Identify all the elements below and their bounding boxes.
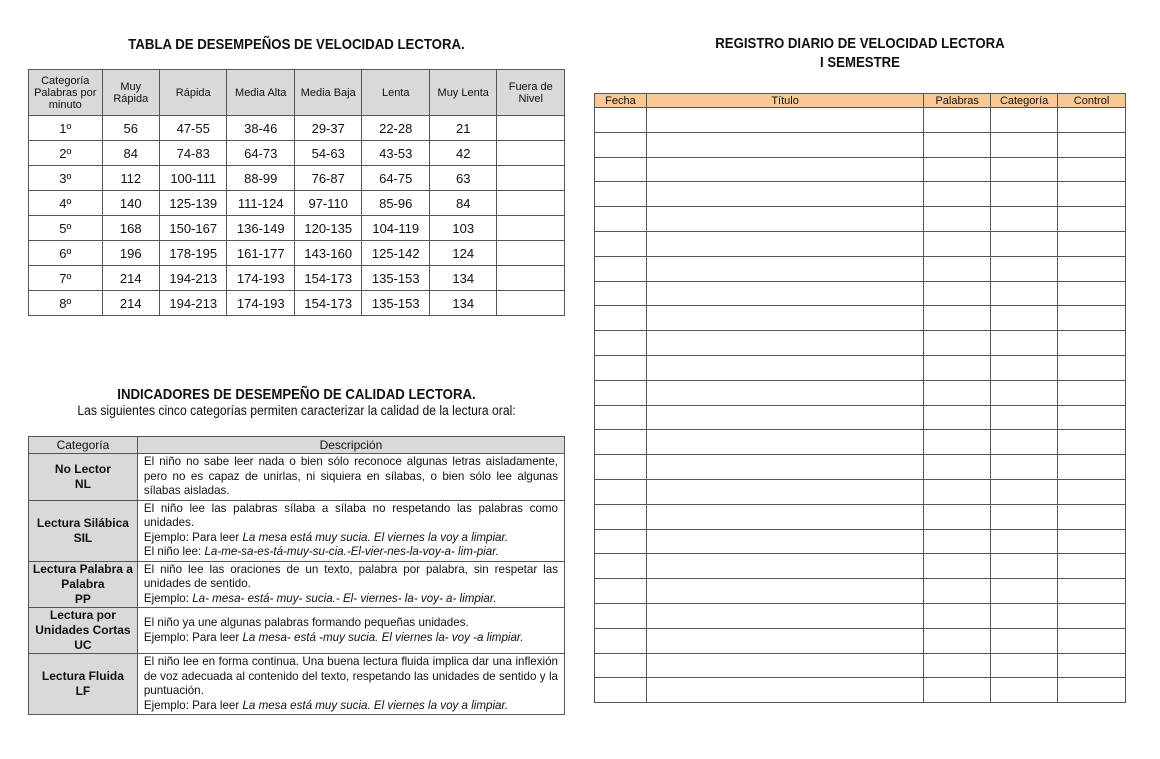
speed-value-cell: 174-193 — [227, 291, 295, 316]
example-text: La- mesa- está- muy- sucia.- El- viernes- la- voy- a- limpiar. — [192, 591, 497, 605]
speed-value-cell: 154-173 — [294, 291, 362, 316]
speed-header-cell: Lenta — [362, 70, 430, 116]
speed-header-cell: Media Baja — [294, 70, 362, 116]
register-empty-cell[interactable] — [924, 653, 991, 678]
speed-value-cell: 135-153 — [362, 266, 430, 291]
register-empty-cell[interactable] — [991, 108, 1058, 133]
speed-value-cell — [497, 166, 565, 191]
description-line — [144, 531, 558, 546]
register-header-cell: Fecha — [595, 94, 647, 108]
speed-value-cell: 214 — [102, 291, 159, 316]
register-empty-cell[interactable] — [595, 504, 647, 529]
speed-header-cell: Muy Rápida — [102, 70, 159, 116]
speed-header-cell: Fuera de Nivel — [497, 70, 565, 116]
speed-value-cell: 161-177 — [227, 241, 295, 266]
register-empty-cell[interactable] — [991, 504, 1058, 529]
speed-header-cell: Muy Lenta — [429, 70, 497, 116]
grade-cell: 5º — [29, 216, 103, 241]
category-cell — [29, 561, 138, 608]
example-prefix: Ejemplo: Para leer — [143, 630, 243, 644]
register-empty-cell[interactable] — [924, 628, 991, 653]
register-empty-cell[interactable] — [924, 405, 991, 430]
register-empty-cell[interactable] — [924, 479, 991, 504]
speed-value-cell — [497, 241, 565, 266]
register-empty-cell[interactable] — [991, 331, 1058, 356]
table-row — [595, 355, 1126, 380]
register-empty-cell[interactable] — [1058, 455, 1126, 480]
register-empty-cell[interactable] — [1058, 678, 1126, 703]
speed-value-cell: 154-173 — [294, 266, 362, 291]
register-empty-cell[interactable] — [991, 554, 1058, 579]
register-empty-cell[interactable] — [1058, 529, 1126, 554]
description-text: El niño no sabe leer nada o bien sólo reconoce algunas letras aisladamente, pero no es capaz de unirlas, ni siquiera en sílabas, o bien sólo lee algunas sílabas aisladas. — [143, 455, 558, 497]
example-prefix: Ejemplo: — [143, 591, 193, 605]
speed-value-cell: 97-110 — [294, 191, 362, 216]
category-label: LF — [75, 684, 91, 698]
category-cell — [29, 500, 138, 561]
register-empty-cell[interactable] — [595, 256, 647, 281]
example-prefix: El niño lee: — [143, 545, 205, 558]
register-empty-cell[interactable] — [595, 207, 647, 232]
register-empty-cell[interactable] — [646, 231, 923, 256]
register-empty-cell[interactable] — [595, 579, 647, 604]
register-empty-cell[interactable] — [1058, 554, 1126, 579]
description-line — [144, 545, 558, 560]
register-empty-cell[interactable] — [595, 157, 647, 182]
register-empty-cell[interactable] — [924, 108, 991, 133]
table-row — [595, 405, 1126, 430]
register-empty-cell[interactable] — [924, 132, 991, 157]
register-empty-cell[interactable] — [646, 331, 923, 356]
description-line — [144, 655, 558, 699]
example-prefix: Ejemplo: Para leer — [143, 530, 243, 544]
quality-header-cell: Descripción — [137, 437, 564, 454]
register-empty-cell[interactable] — [1058, 380, 1126, 405]
register-empty-cell[interactable] — [991, 603, 1058, 628]
register-empty-cell[interactable] — [991, 231, 1058, 256]
category-label: NL — [74, 476, 91, 491]
speed-value-cell: 125-142 — [362, 241, 430, 266]
speed-performance-table — [28, 69, 565, 316]
speed-value-cell — [497, 266, 565, 291]
register-empty-cell[interactable] — [1058, 331, 1126, 356]
register-empty-cell[interactable] — [646, 182, 923, 207]
example-text: La-me-sa-es-tá-muy-su-cia.-El-vier-nes-la-voy-a- lim-piar. — [204, 545, 499, 558]
speed-value-cell: 214 — [102, 266, 159, 291]
table-row — [29, 216, 565, 241]
table-row — [29, 116, 565, 141]
description-cell — [137, 654, 564, 715]
category-label: Lectura Fluida — [41, 669, 124, 683]
category-label: SIL — [73, 530, 93, 545]
category-label: PP — [74, 591, 91, 606]
speed-value-cell: 136-149 — [227, 216, 295, 241]
register-title-line1: REGISTRO DIARIO DE VELOCIDAD LECTORA — [715, 35, 1005, 52]
speed-value-cell: 84 — [102, 141, 159, 166]
register-empty-cell[interactable] — [1058, 653, 1126, 678]
category-label: Lectura Silábica — [36, 515, 129, 530]
example-text: La mesa está muy sucia. El viernes la voy a limpiar. — [242, 698, 509, 712]
description-cell — [137, 608, 564, 654]
table-row — [595, 132, 1126, 157]
register-empty-cell[interactable] — [991, 132, 1058, 157]
register-empty-cell[interactable] — [1058, 603, 1126, 628]
register-empty-cell[interactable] — [646, 603, 923, 628]
register-empty-cell[interactable] — [991, 430, 1058, 455]
register-empty-cell[interactable] — [595, 281, 647, 306]
register-empty-cell[interactable] — [646, 628, 923, 653]
speed-value-cell: 100-111 — [159, 166, 227, 191]
quality-table-subtitle: Las siguientes cinco categorías permiten caracterizar la calidad de la lectura oral: — [77, 403, 516, 418]
register-empty-cell[interactable] — [924, 256, 991, 281]
speed-value-cell — [497, 191, 565, 216]
register-empty-cell[interactable] — [924, 554, 991, 579]
speed-value-cell — [497, 141, 565, 166]
table-row — [29, 191, 565, 216]
table-row — [595, 479, 1126, 504]
speed-value-cell: 111-124 — [227, 191, 295, 216]
table-row — [29, 141, 565, 166]
register-empty-cell[interactable] — [1058, 579, 1126, 604]
category-label: UC — [74, 638, 92, 652]
table-row — [595, 628, 1126, 653]
category-label: Lectura Palabra a — [32, 561, 133, 576]
quality-table-title: INDICADORES DE DESEMPEÑO DE CALIDAD LECTORA. — [117, 386, 476, 403]
register-empty-cell[interactable] — [646, 405, 923, 430]
speed-value-cell: 29-37 — [294, 116, 362, 141]
table-row — [595, 529, 1126, 554]
table-row — [29, 266, 565, 291]
register-empty-cell[interactable] — [646, 355, 923, 380]
register-title-line2: I SEMESTRE — [820, 54, 900, 71]
register-empty-cell[interactable] — [646, 504, 923, 529]
speed-value-cell: 124 — [429, 241, 497, 266]
speed-value-cell: 112 — [102, 166, 159, 191]
speed-value-cell: 103 — [429, 216, 497, 241]
register-empty-cell[interactable] — [924, 306, 991, 331]
speed-value-cell: 196 — [102, 241, 159, 266]
register-empty-cell[interactable] — [924, 380, 991, 405]
table-row — [595, 207, 1126, 232]
speed-value-cell — [497, 216, 565, 241]
table-row — [595, 182, 1126, 207]
register-empty-cell[interactable] — [646, 579, 923, 604]
speed-value-cell: 84 — [429, 191, 497, 216]
description-line — [144, 631, 558, 646]
description-cell — [137, 454, 564, 501]
register-empty-cell[interactable] — [595, 653, 647, 678]
speed-header-cell: Media Alta — [227, 70, 295, 116]
register-empty-cell[interactable] — [991, 355, 1058, 380]
register-empty-cell[interactable] — [991, 678, 1058, 703]
register-empty-cell[interactable] — [595, 628, 647, 653]
register-empty-cell[interactable] — [924, 678, 991, 703]
register-empty-cell[interactable] — [924, 281, 991, 306]
register-empty-cell[interactable] — [1058, 405, 1126, 430]
table-row — [29, 654, 565, 715]
register-header-cell: Categoría — [991, 94, 1058, 108]
table-row — [29, 291, 565, 316]
speed-value-cell: 194-213 — [159, 266, 227, 291]
register-empty-cell[interactable] — [1058, 430, 1126, 455]
register-empty-cell[interactable] — [991, 256, 1058, 281]
table-row — [595, 157, 1126, 182]
description-text: El niño lee en forma continua. Una buena lectura fluida implica dar una inflexión de voz adecuada al contenido del texto, respetando las unidades de sentido y la puntuación. — [143, 655, 558, 697]
speed-value-cell: 104-119 — [362, 216, 430, 241]
description-text: El niño lee las oraciones de un texto, palabra por palabra, sin respetar las unidades de sentido. — [143, 562, 558, 590]
register-empty-cell[interactable] — [1058, 504, 1126, 529]
register-header-cell: Control — [1058, 94, 1126, 108]
table-row — [595, 678, 1126, 703]
speed-value-cell: 140 — [102, 191, 159, 216]
speed-value-cell: 134 — [429, 291, 497, 316]
speed-value-cell: 125-139 — [159, 191, 227, 216]
speed-value-cell: 85-96 — [362, 191, 430, 216]
table-row — [29, 241, 565, 266]
speed-value-cell: 150-167 — [159, 216, 227, 241]
category-label: Lectura por — [49, 608, 116, 622]
table-row — [595, 653, 1126, 678]
table-row — [595, 430, 1126, 455]
table-row — [595, 256, 1126, 281]
register-empty-cell[interactable] — [991, 281, 1058, 306]
grade-cell: 2º — [29, 141, 103, 166]
table-row — [595, 108, 1126, 133]
grade-cell: 4º — [29, 191, 103, 216]
register-header-cell: Palabras — [924, 94, 991, 108]
quality-indicators-table — [28, 436, 565, 715]
register-empty-cell[interactable] — [646, 108, 923, 133]
register-empty-cell[interactable] — [595, 132, 647, 157]
register-empty-cell[interactable] — [991, 479, 1058, 504]
register-empty-cell[interactable] — [595, 182, 647, 207]
register-empty-cell[interactable] — [595, 306, 647, 331]
grade-cell: 7º — [29, 266, 103, 291]
table-row — [29, 166, 565, 191]
table-row — [595, 603, 1126, 628]
speed-value-cell: 42 — [429, 141, 497, 166]
register-empty-cell[interactable] — [991, 207, 1058, 232]
register-empty-cell[interactable] — [1058, 108, 1126, 133]
register-empty-cell[interactable] — [991, 529, 1058, 554]
register-empty-cell[interactable] — [595, 231, 647, 256]
speed-value-cell: 178-195 — [159, 241, 227, 266]
register-empty-cell[interactable] — [595, 380, 647, 405]
register-empty-cell[interactable] — [595, 479, 647, 504]
table-row — [29, 561, 565, 608]
speed-value-cell — [497, 116, 565, 141]
speed-value-cell: 135-153 — [362, 291, 430, 316]
speed-value-cell: 143-160 — [294, 241, 362, 266]
description-line — [144, 563, 558, 592]
speed-value-cell: 74-83 — [159, 141, 227, 166]
quality-header-cell: Categoría — [29, 437, 138, 454]
register-header-cell: Título — [646, 94, 923, 108]
table-row — [29, 608, 565, 654]
speed-value-cell: 63 — [429, 166, 497, 191]
register-empty-cell[interactable] — [1058, 628, 1126, 653]
description-line — [144, 616, 558, 631]
register-empty-cell[interactable] — [924, 529, 991, 554]
register-empty-cell[interactable] — [991, 157, 1058, 182]
example-text: La mesa- está -muy sucia. El viernes la- voy -a limpiar. — [242, 630, 524, 644]
category-label: Unidades Cortas — [35, 623, 131, 637]
register-empty-cell[interactable] — [924, 157, 991, 182]
description-line — [144, 502, 558, 531]
register-empty-cell[interactable] — [1058, 231, 1126, 256]
register-empty-cell[interactable] — [1058, 281, 1126, 306]
speed-value-cell: 76-87 — [294, 166, 362, 191]
register-empty-cell[interactable] — [1058, 207, 1126, 232]
register-empty-cell[interactable] — [646, 281, 923, 306]
speed-value-cell: 168 — [102, 216, 159, 241]
category-cell — [29, 608, 138, 654]
daily-register-table — [594, 93, 1126, 703]
register-empty-cell[interactable] — [991, 455, 1058, 480]
grade-cell: 8º — [29, 291, 103, 316]
category-cell — [29, 454, 138, 501]
speed-value-cell: 43-53 — [362, 141, 430, 166]
speed-value-cell: 134 — [429, 266, 497, 291]
register-empty-cell[interactable] — [924, 455, 991, 480]
speed-value-cell: 54-63 — [294, 141, 362, 166]
speed-value-cell: 38-46 — [227, 116, 295, 141]
speed-value-cell: 22-28 — [362, 116, 430, 141]
register-empty-cell[interactable] — [595, 331, 647, 356]
register-empty-cell[interactable] — [595, 430, 647, 455]
description-line — [144, 699, 558, 714]
register-empty-cell[interactable] — [595, 455, 647, 480]
description-cell — [137, 561, 564, 608]
register-empty-cell[interactable] — [646, 479, 923, 504]
register-empty-cell[interactable] — [991, 306, 1058, 331]
register-empty-cell[interactable] — [991, 579, 1058, 604]
register-empty-cell[interactable] — [991, 182, 1058, 207]
register-empty-cell[interactable] — [1058, 256, 1126, 281]
description-text: El niño lee las palabras sílaba a sílaba no respetando las palabras como unidades. — [143, 501, 558, 529]
speed-value-cell — [497, 291, 565, 316]
speed-value-cell: 64-73 — [227, 141, 295, 166]
speed-header-cell: Categoría Palabras por minuto — [29, 70, 103, 116]
register-empty-cell[interactable] — [924, 331, 991, 356]
register-empty-cell[interactable] — [595, 108, 647, 133]
table-row — [595, 504, 1126, 529]
register-empty-cell[interactable] — [646, 529, 923, 554]
table-row — [29, 454, 565, 501]
grade-cell: 6º — [29, 241, 103, 266]
register-empty-cell[interactable] — [646, 678, 923, 703]
table-row — [595, 455, 1126, 480]
category-label: Palabra — [61, 576, 105, 591]
register-empty-cell[interactable] — [1058, 479, 1126, 504]
register-empty-cell[interactable] — [646, 157, 923, 182]
register-empty-cell[interactable] — [924, 603, 991, 628]
description-cell — [137, 500, 564, 561]
register-empty-cell[interactable] — [924, 579, 991, 604]
register-empty-cell[interactable] — [991, 628, 1058, 653]
register-empty-cell[interactable] — [1058, 355, 1126, 380]
register-empty-cell[interactable] — [924, 231, 991, 256]
register-empty-cell[interactable] — [646, 653, 923, 678]
register-empty-cell[interactable] — [1058, 132, 1126, 157]
table-row — [29, 500, 565, 561]
register-empty-cell[interactable] — [1058, 157, 1126, 182]
register-empty-cell[interactable] — [646, 256, 923, 281]
table-row — [595, 331, 1126, 356]
register-empty-cell[interactable] — [646, 455, 923, 480]
table-row — [595, 380, 1126, 405]
category-cell — [29, 654, 138, 715]
table-row — [595, 281, 1126, 306]
register-empty-cell[interactable] — [924, 182, 991, 207]
speed-header-cell: Rápida — [159, 70, 227, 116]
register-empty-cell[interactable] — [1058, 306, 1126, 331]
register-empty-cell[interactable] — [595, 603, 647, 628]
speed-value-cell: 21 — [429, 116, 497, 141]
speed-value-cell: 47-55 — [159, 116, 227, 141]
register-empty-cell[interactable] — [595, 554, 647, 579]
register-empty-cell[interactable] — [646, 430, 923, 455]
speed-value-cell: 174-193 — [227, 266, 295, 291]
table-row — [595, 554, 1126, 579]
register-empty-cell[interactable] — [924, 355, 991, 380]
register-empty-cell[interactable] — [646, 554, 923, 579]
example-text: La mesa está muy sucia. El viernes la voy a limpiar. — [242, 530, 509, 544]
register-empty-cell[interactable] — [924, 207, 991, 232]
register-empty-cell[interactable] — [924, 504, 991, 529]
register-empty-cell[interactable] — [595, 678, 647, 703]
register-title — [626, 34, 1094, 72]
description-line — [144, 592, 558, 607]
speed-table-title: TABLA DE DESEMPEÑOS DE VELOCIDAD LECTORA. — [128, 36, 465, 53]
category-label: No Lector — [54, 461, 111, 476]
table-row — [595, 231, 1126, 256]
register-empty-cell[interactable] — [595, 529, 647, 554]
register-empty-cell[interactable] — [646, 306, 923, 331]
description-line — [144, 455, 558, 499]
example-prefix: Ejemplo: Para leer — [143, 698, 243, 712]
register-empty-cell[interactable] — [991, 405, 1058, 430]
description-text: El niño ya une algunas palabras formando pequeñas unidades. — [143, 616, 469, 629]
register-empty-cell[interactable] — [991, 380, 1058, 405]
register-empty-cell[interactable] — [646, 132, 923, 157]
speed-value-cell: 56 — [102, 116, 159, 141]
register-empty-cell[interactable] — [595, 405, 647, 430]
grade-cell: 3º — [29, 166, 103, 191]
speed-value-cell: 120-135 — [294, 216, 362, 241]
register-empty-cell[interactable] — [595, 355, 647, 380]
speed-value-cell: 88-99 — [227, 166, 295, 191]
register-empty-cell[interactable] — [1058, 182, 1126, 207]
register-empty-cell[interactable] — [646, 207, 923, 232]
table-row — [595, 306, 1126, 331]
table-row — [595, 579, 1126, 604]
register-empty-cell[interactable] — [924, 430, 991, 455]
speed-value-cell: 194-213 — [159, 291, 227, 316]
speed-value-cell: 64-75 — [362, 166, 430, 191]
register-empty-cell[interactable] — [991, 653, 1058, 678]
grade-cell: 1º — [29, 116, 103, 141]
register-empty-cell[interactable] — [646, 380, 923, 405]
